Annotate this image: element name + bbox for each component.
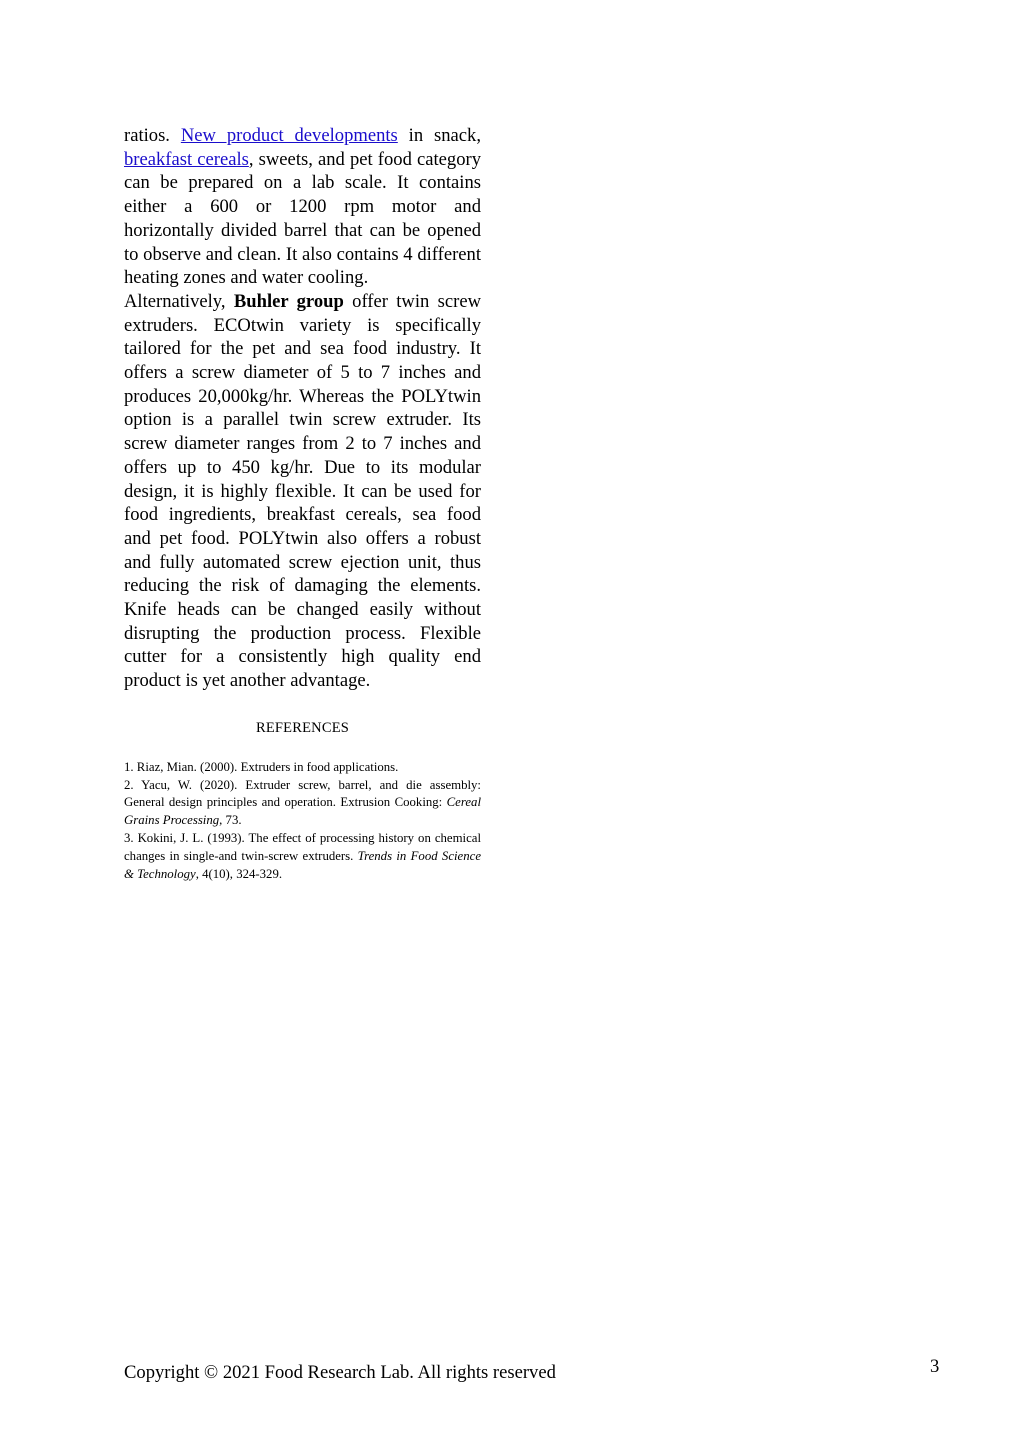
para2-text-end: offer twin screw extruders. ECOtwin variety is specifically tailored for the pet and sea food industry. It offers a screw diameter of 5 to 7 inches and produces 20,000kg/hr. Whereas the POLYtwin option is a parallel twin screw extruder. Its screw diameter ranges from 2 to 7 inches and offers up to 450 kg/hr. Due to its modular design, it is highly flexible. It can be used for food ingredients, breakfast cereals, sea food and pet food. POLYtwin also offers a robust and fully automated screw ejection unit, thus reducing the risk of damaging the elements. Knife heads can be changed easily without disrupting the production process. Flexible cutter for a consistently high quality end product is yet another advantage. — [124, 290, 482, 692]
references-heading: REFERENCES — [255, 719, 350, 736]
para2-text-start: Alternatively, — [124, 290, 234, 312]
main-column — [124, 124, 481, 883]
reference-2-suffix: , 73. — [219, 813, 242, 828]
reference-3-journal: Trends in Food Science & Technology — [124, 848, 481, 881]
para1-text-start: ratios. — [124, 125, 181, 146]
new-product-developments-link[interactable]: New product developments — [180, 125, 398, 146]
page-number: 3 — [930, 1356, 940, 1377]
reference-1: 1. Riaz, Mian. (2000). Extruders in food applications. — [124, 759, 399, 774]
breakfast-cereals-link[interactable]: breakfast cereals — [124, 148, 249, 170]
paragraph-extruder-lab — [124, 124, 481, 290]
copyright-footer: Copyright © 2021 Food Research Lab. All rights reserved — [124, 1362, 556, 1383]
reference-2-text: 2. Yacu, W. (2020). Extruder screw, barrel, and die assembly: General design principles and operation. Extrusion Cooking: — [124, 777, 481, 810]
reference-3-suffix: , 4(10), 324-329. — [195, 866, 283, 881]
paragraph-buhler — [124, 290, 481, 693]
references-list — [124, 759, 481, 884]
reference-3 — [124, 830, 481, 883]
para1-text-end: , sweets, and pet food category can be prepared on a lab scale. It contains either a 600 or 1200 rpm motor and horizontally divided barrel that can be opened to observe and clean. It also contains 4 different heating zones and water cooling. — [124, 148, 481, 289]
reference-2-journal: Cereal Grains Processing — [124, 795, 481, 828]
buhler-group-bold: Buhler group — [233, 290, 344, 312]
reference-3-text: 3. Kokini, J. L. (1993). The effect of processing history on chemical changes in single-and twin-screw extruders. — [124, 831, 481, 863]
para1-text-mid: in snack, — [397, 125, 482, 146]
reference-2 — [124, 777, 481, 830]
